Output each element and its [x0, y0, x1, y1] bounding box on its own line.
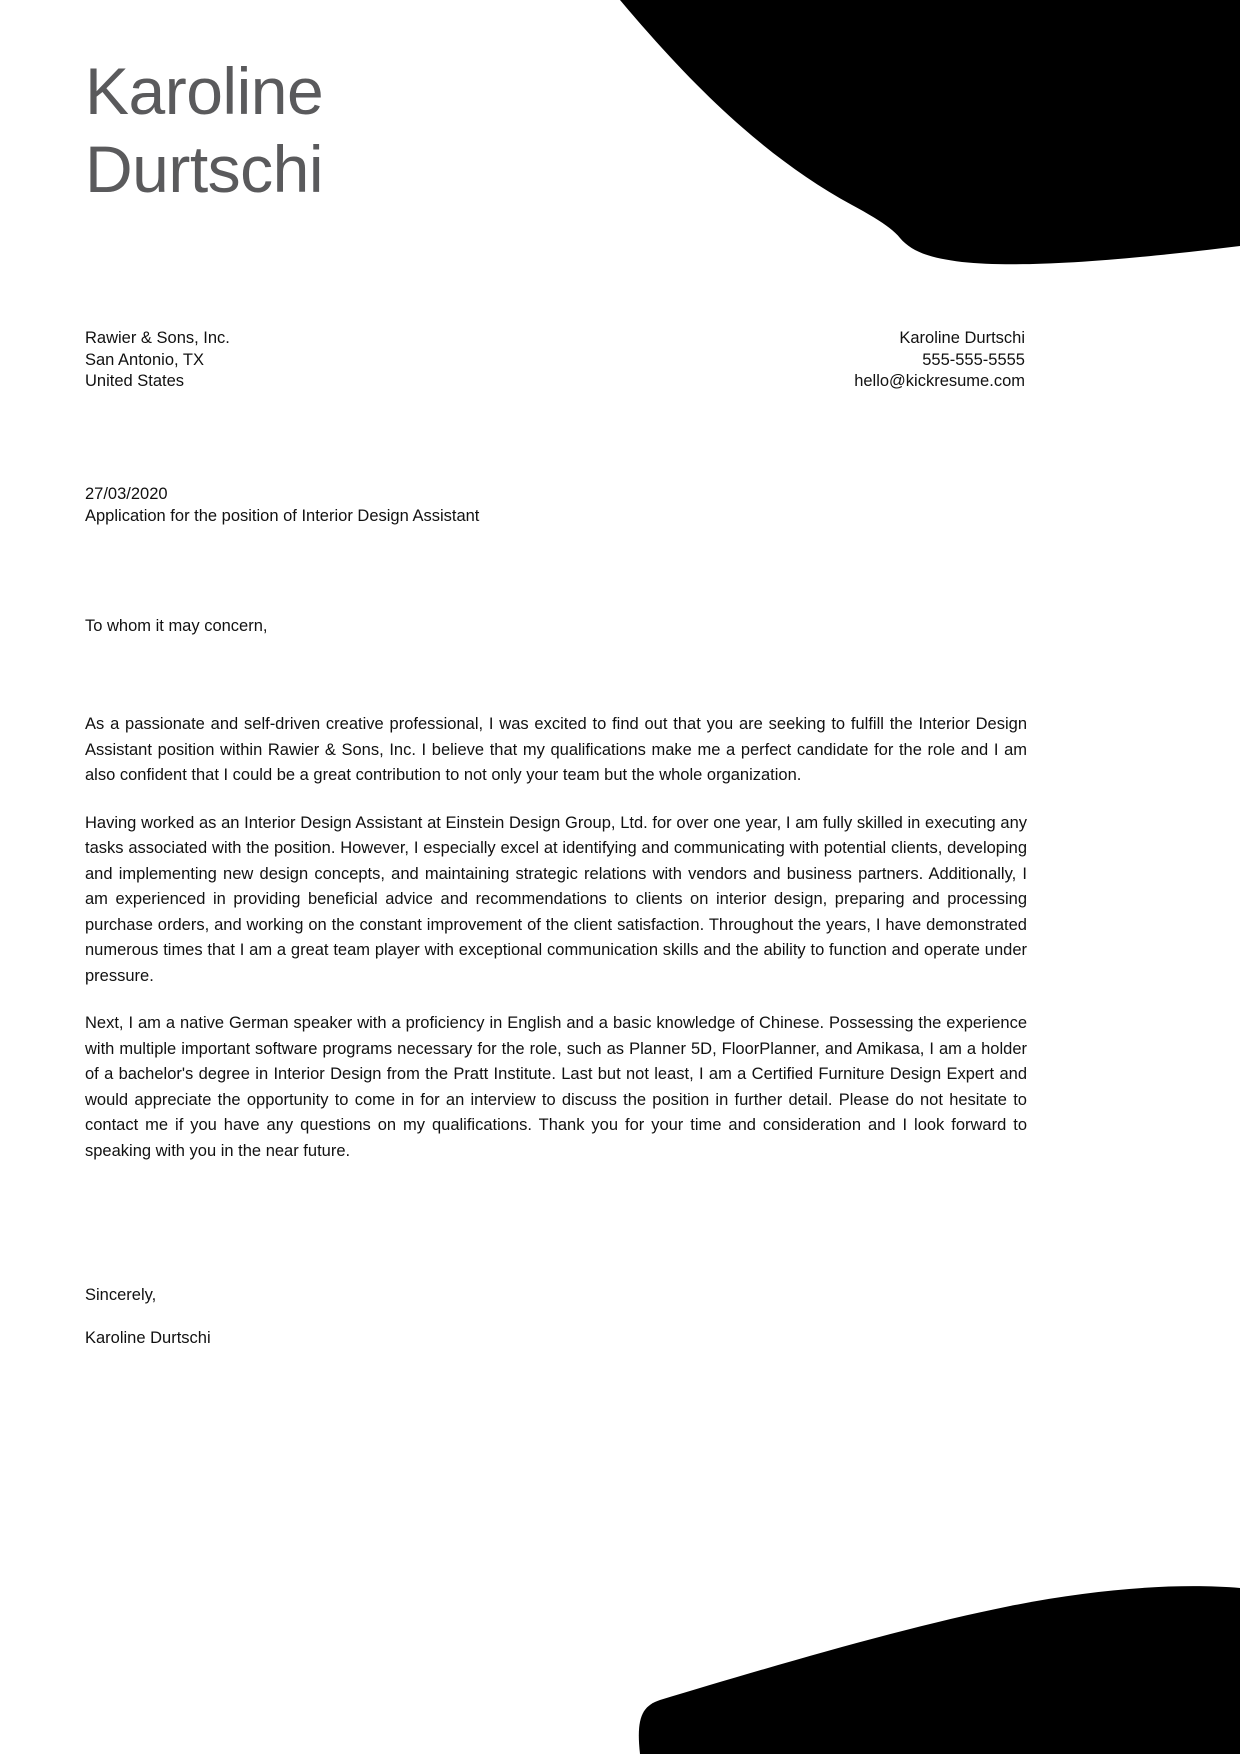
sender-phone: 555-555-5555 — [922, 350, 1025, 369]
recipient-address-block — [85, 328, 230, 393]
valediction: Sincerely, — [85, 1286, 157, 1304]
letter-body — [85, 712, 1027, 1164]
body-paragraph: As a passionate and self-driven creative professional, I was excited to find out that you are seeking to fulfill the Interior Design Assistant position within Rawier & Sons, Inc. I believe that my qualifications make me a perfect candidate for the role and I am also confident that I could be a great contribution to not only your team but the whole organization. — [85, 715, 1027, 784]
sender-contact-block — [854, 328, 1025, 393]
closing-block — [85, 1284, 1025, 1349]
page-title — [85, 52, 605, 208]
letter-meta-block — [85, 483, 1025, 527]
signature-name: Karoline Durtschi — [85, 1329, 211, 1347]
body-paragraph: Next, I am a native German speaker with a proficiency in English and a basic knowledge of Chinese. Possessing the experience with multiple important software programs necessary for the role, such as Planner 5D, FloorPlanner, and Amikasa, I am a holder of a bachelor's degree in Interior Design from the Pratt Institute. Last but not least, I am a Certified Furniture Design Expert and would appreciate the opportunity to come in for an interview to discuss the position in further detail. Please do not hesitate to contact me if you have any questions on my qualifications. Thank you for your time and consideration and I look forward to speaking with you in the near future. — [85, 1014, 1027, 1160]
address-row — [85, 328, 1025, 393]
letter-subject: Application for the position of Interior Design Assistant — [85, 507, 480, 525]
recipient-company: Rawier & Sons, Inc. — [85, 329, 230, 347]
letter-date: 27/03/2020 — [85, 485, 168, 503]
top-right-wave-icon — [620, 0, 1240, 264]
last-name: Durtschi — [85, 132, 324, 206]
sender-email: hello@kickresume.com — [854, 372, 1025, 390]
recipient-city: San Antonio, TX — [85, 350, 204, 369]
bottom-right-wave-icon — [639, 1586, 1240, 1754]
salutation: To whom it may concern, — [85, 617, 268, 635]
first-name: Karoline — [85, 54, 324, 128]
sender-name: Karoline Durtschi — [899, 329, 1025, 347]
recipient-country: United States — [85, 372, 185, 390]
body-paragraph: Having worked as an Interior Design Assistant at Einstein Design Group, Ltd. for over one year, I am fully skilled in executing any tasks associated with the position. However, I especially excel at identifying and communicating with potential clients, developing and implementing new design concepts, and maintaining strategic relations with vendors and business partners. Additionally, I am experienced in providing beneficial advice and recommendations to clients on interior design, preparing and processing purchase orders, and working on the constant improvement of the client satisfaction. Throughout the years, I have demonstrated numerous times that I am a great team player with exceptional communication skills and the ability to function and operate under pressure. — [85, 813, 1027, 985]
